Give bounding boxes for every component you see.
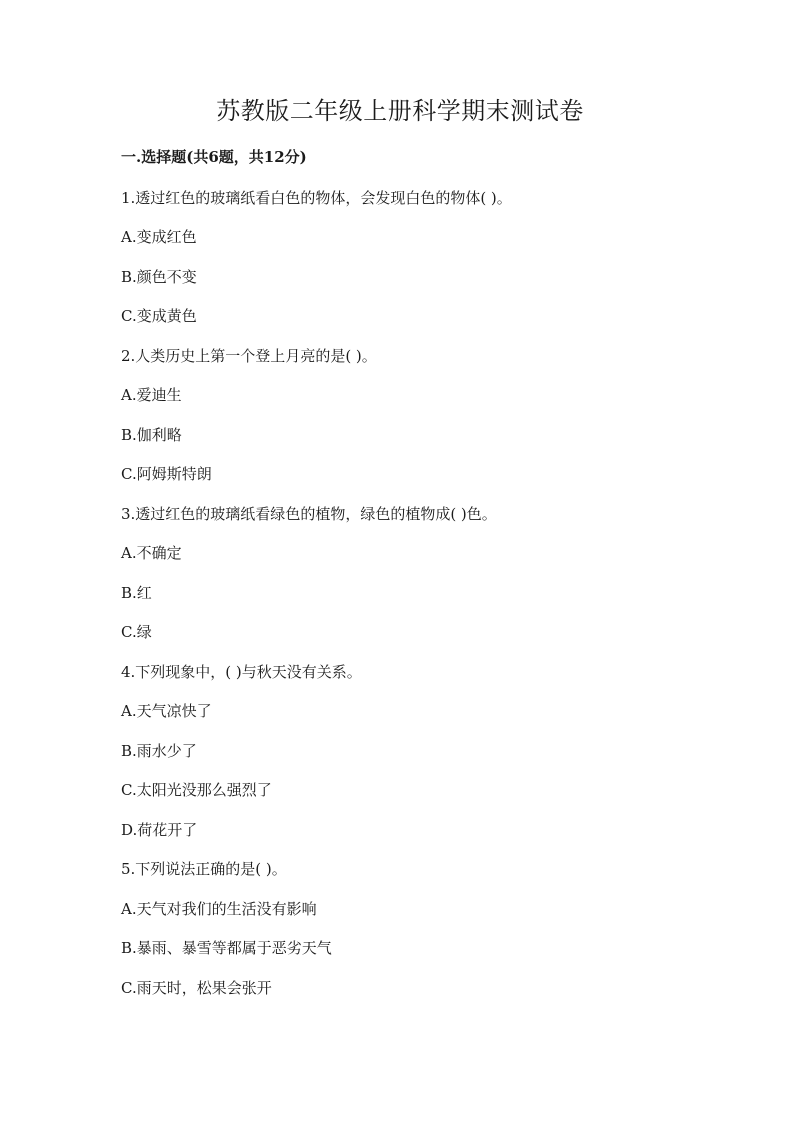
question-stem: 5.下列说法正确的是( )。 <box>121 860 287 878</box>
answer-option: B.雨水少了 <box>121 742 197 760</box>
answer-option: A.变成红色 <box>121 228 197 246</box>
answer-option: C.雨天时，松果会张开 <box>121 979 272 997</box>
answer-option: C.变成黄色 <box>121 307 197 325</box>
section-header: 一.选择题(共6题，共12分) <box>121 148 307 166</box>
answer-option: A.天气凉快了 <box>121 702 212 720</box>
answer-option: B.暴雨、暴雪等都属于恶劣天气 <box>121 939 332 957</box>
answer-option: B.颜色不变 <box>121 268 197 286</box>
answer-option: B.伽利略 <box>121 426 182 444</box>
answer-option: B.红 <box>121 584 152 602</box>
answer-option: D.荷花开了 <box>121 821 198 839</box>
question-stem: 2.人类历史上第一个登上月亮的是( )。 <box>121 347 377 365</box>
page-title: 苏教版二年级上册科学期末测试卷 <box>216 97 584 125</box>
question-stem: 1.透过红色的玻璃纸看白色的物体，会发现白色的物体( )。 <box>121 189 512 207</box>
question-stem: 3.透过红色的玻璃纸看绿色的植物，绿色的植物成( )色。 <box>121 505 497 523</box>
answer-option: C.绿 <box>121 623 152 641</box>
question-stem: 4.下列现象中，( )与秋天没有关系。 <box>121 663 362 681</box>
answer-option: C.阿姆斯特朗 <box>121 465 212 483</box>
answer-option: C.太阳光没那么强烈了 <box>121 781 272 799</box>
answer-option: A.不确定 <box>121 544 182 562</box>
answer-option: A.天气对我们的生活没有影响 <box>121 900 317 918</box>
answer-option: A.爱迪生 <box>121 386 182 404</box>
